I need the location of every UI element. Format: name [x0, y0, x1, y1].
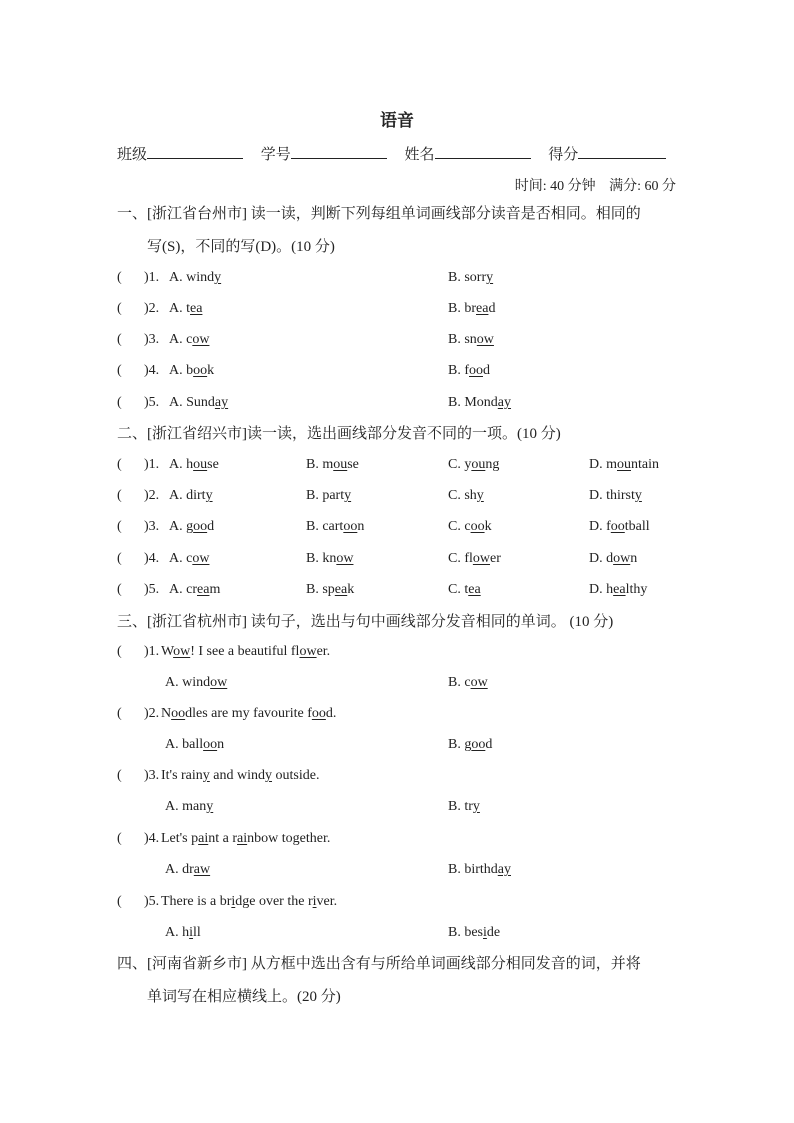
name-blank[interactable]	[435, 144, 531, 159]
option-b: B. try	[448, 799, 480, 814]
section1-question-4	[117, 363, 687, 387]
question-sentence: It's rainy and windy outside.	[161, 768, 320, 783]
option-b: B. food	[448, 363, 490, 378]
section3-options-1	[117, 675, 687, 699]
underlined-letters: y	[344, 488, 352, 503]
score-blank[interactable]	[578, 144, 666, 159]
question-number: )1.	[144, 644, 160, 659]
underlined-letters: ow	[613, 551, 631, 566]
underlined-letters: ou	[617, 457, 631, 472]
option-b: B. cartoon	[306, 519, 365, 534]
option-b: B. sorry	[448, 270, 494, 285]
question-number: )1.	[144, 457, 160, 472]
answer-bracket[interactable]: (	[117, 457, 122, 472]
underlined-letters: i	[483, 925, 487, 940]
question-number: )5.	[144, 582, 160, 597]
option-b: B. cow	[448, 675, 488, 690]
question-number: )3.	[144, 768, 160, 783]
underlined-letters: y	[214, 270, 222, 285]
question-number: )4.	[144, 363, 160, 378]
option-c: C. flower	[448, 551, 501, 566]
underlined-letters: ow	[476, 332, 494, 347]
question-number: )3.	[144, 332, 160, 347]
option-c: C. tea	[448, 582, 481, 597]
option-a: A. dirty	[169, 488, 213, 503]
full-score: 满分: 60 分	[609, 179, 676, 194]
name-label: 姓名	[404, 147, 435, 163]
underlined-letters: ay	[497, 862, 511, 877]
answer-bracket[interactable]: (	[117, 363, 122, 378]
question-number: )4.	[144, 831, 160, 846]
option-a: A. cream	[169, 582, 221, 597]
underlined-letters: ea	[476, 301, 489, 316]
question-number: )1.	[144, 270, 160, 285]
section1-question-3	[117, 332, 687, 356]
question-number: )3.	[144, 519, 160, 534]
option-a: A. many	[165, 799, 214, 814]
section3-question-1	[117, 644, 687, 668]
option-a: A. good	[169, 519, 215, 534]
exam-meta	[505, 175, 676, 195]
answer-bracket[interactable]: (	[117, 582, 122, 597]
option-a: A. windy	[169, 270, 222, 285]
underlined-letters: y	[476, 488, 484, 503]
section3-options-2	[117, 737, 687, 761]
answer-bracket[interactable]: (	[117, 551, 122, 566]
question-number: )2.	[144, 301, 160, 316]
underlined-letters: ay	[497, 395, 512, 410]
option-b: B. Monday	[448, 395, 512, 410]
option-d: D. down	[589, 551, 638, 566]
underlined-letters: oo	[193, 519, 208, 534]
question-number: )4.	[144, 551, 160, 566]
page-title: 语音	[380, 111, 414, 130]
option-b: B. bread	[448, 301, 496, 316]
option-d: D. healthy	[589, 582, 648, 597]
option-b: B. speak	[306, 582, 355, 597]
question-sentence: Noodles are my favourite food.	[161, 706, 337, 721]
option-d: D. mountain	[589, 457, 659, 472]
option-a: A. balloon	[165, 737, 225, 752]
section1-question-2	[117, 301, 687, 325]
section2-question-3	[117, 519, 687, 543]
section-heading-2: 二、[浙江省绍兴市]读一读，选出画线部分发音不同的一项。(10 分)	[117, 426, 561, 442]
answer-bracket[interactable]: (	[117, 768, 122, 783]
section1-question-1	[117, 270, 687, 294]
section3-question-2	[117, 706, 687, 730]
option-c: C. young	[448, 457, 500, 472]
option-b: B. snow	[448, 332, 494, 347]
option-a: A. tea	[169, 301, 203, 316]
underlined-letters: oo	[469, 363, 483, 378]
student-info-line	[117, 143, 666, 164]
underlined-letters: oo	[470, 519, 485, 534]
underlined-letters: ea	[468, 582, 481, 597]
underlined-letters: ea	[197, 582, 210, 597]
option-a: A. draw	[165, 862, 211, 877]
question-sentence: Wow! I see a beautiful flower.	[161, 644, 331, 659]
id-label: 学号	[260, 147, 291, 163]
option-a: A. cow	[169, 551, 210, 566]
section3-question-3	[117, 768, 687, 792]
answer-bracket[interactable]: (	[117, 332, 122, 347]
answer-bracket[interactable]: (	[117, 488, 122, 503]
underlined-letters: y	[205, 488, 213, 503]
option-d: D. thirsty	[589, 488, 642, 503]
underlined-letters: i	[189, 925, 194, 940]
question-number: )5.	[144, 395, 160, 410]
section-heading-1: 一、[浙江省台州市] 读一读，判断下列每组单词画线部分读音是否相同。相同的 写(S)，不同的写(D)。(10 分)	[117, 206, 641, 255]
answer-bracket[interactable]: (	[117, 706, 122, 721]
underlined-letters: ou	[333, 457, 348, 472]
answer-bracket[interactable]: (	[117, 395, 122, 410]
section3-question-5	[117, 894, 687, 918]
underlined-letters: y	[634, 488, 642, 503]
underlined-letters: oo	[610, 519, 625, 534]
answer-bracket[interactable]: (	[117, 644, 122, 659]
section3-options-4	[117, 862, 687, 886]
underlined-letters: ou	[193, 457, 208, 472]
option-a: A. book	[169, 363, 215, 378]
underlined-letters: ea	[334, 582, 348, 597]
answer-bracket[interactable]: (	[117, 270, 122, 285]
time-limit: 时间: 40 分钟	[514, 179, 596, 194]
option-b: B. party	[306, 488, 352, 503]
section3-options-5	[117, 925, 687, 949]
answer-bracket[interactable]: (	[117, 831, 122, 846]
underlined-letters: oo	[203, 737, 218, 752]
underlined-letters: ow	[192, 332, 210, 347]
underlined-letters: ow	[192, 551, 210, 566]
option-d: D. football	[589, 519, 650, 534]
question-sentence: Let's paint a rainbow together.	[161, 831, 331, 846]
underlined-letters: ea	[613, 582, 626, 597]
underlined-letters: oo	[343, 519, 358, 534]
underlined-letters: ow	[472, 551, 491, 566]
section2-question-5	[117, 582, 687, 606]
id-blank[interactable]	[291, 144, 387, 159]
option-b: B. beside	[448, 925, 501, 940]
question-sentence: There is a bridge over the river.	[161, 894, 338, 909]
answer-bracket[interactable]: (	[117, 519, 122, 534]
option-c: C. cook	[448, 519, 492, 534]
section1-question-5	[117, 395, 687, 419]
underlined-letters: ou	[471, 457, 486, 472]
class-label: 班级	[117, 147, 148, 163]
question-number: )5.	[144, 894, 160, 909]
underlined-letters: oo	[471, 737, 486, 752]
section2-question-1	[117, 457, 687, 481]
section-heading-4: 四、[河南省新乡市] 从方框中选出含有与所给单词画线部分相同发音的词，并将 单词写在相应横线上。(20 分)	[117, 956, 641, 1005]
option-b: B. mouse	[306, 457, 359, 472]
option-a: A. window	[165, 675, 228, 690]
underlined-letters: y	[472, 799, 480, 814]
section2-question-4	[117, 551, 687, 575]
underlined-letters: ea	[190, 301, 203, 316]
underlined-letters: aw	[193, 862, 211, 877]
underlined-letters: ow	[210, 675, 228, 690]
section-heading-3: 三、[浙江省杭州市] 读句子，选出与句中画线部分发音相同的单词。 (10 分)	[117, 614, 614, 630]
question-number: )2.	[144, 706, 160, 721]
option-b: B. good	[448, 737, 493, 752]
option-a: A. hill	[165, 925, 201, 940]
option-a: A. Sunday	[169, 395, 229, 410]
option-b: B. birthday	[448, 862, 511, 877]
answer-bracket[interactable]: (	[117, 894, 122, 909]
option-c: C. shy	[448, 488, 484, 503]
section2-question-2	[117, 488, 687, 512]
section3-options-3	[117, 799, 687, 823]
question-number: )2.	[144, 488, 160, 503]
underlined-letters: ay	[214, 395, 229, 410]
section3-question-4	[117, 831, 687, 855]
underlined-letters: ow	[336, 551, 354, 566]
underlined-letters: y	[206, 799, 214, 814]
option-a: A. cow	[169, 332, 210, 347]
class-blank[interactable]	[147, 144, 243, 159]
answer-bracket[interactable]: (	[117, 301, 122, 316]
score-label: 得分	[548, 147, 579, 163]
option-a: A. house	[169, 457, 219, 472]
option-b: B. know	[306, 551, 354, 566]
underlined-letters: y	[486, 270, 494, 285]
underlined-letters: ow	[470, 675, 488, 690]
underlined-letters: oo	[193, 363, 208, 378]
